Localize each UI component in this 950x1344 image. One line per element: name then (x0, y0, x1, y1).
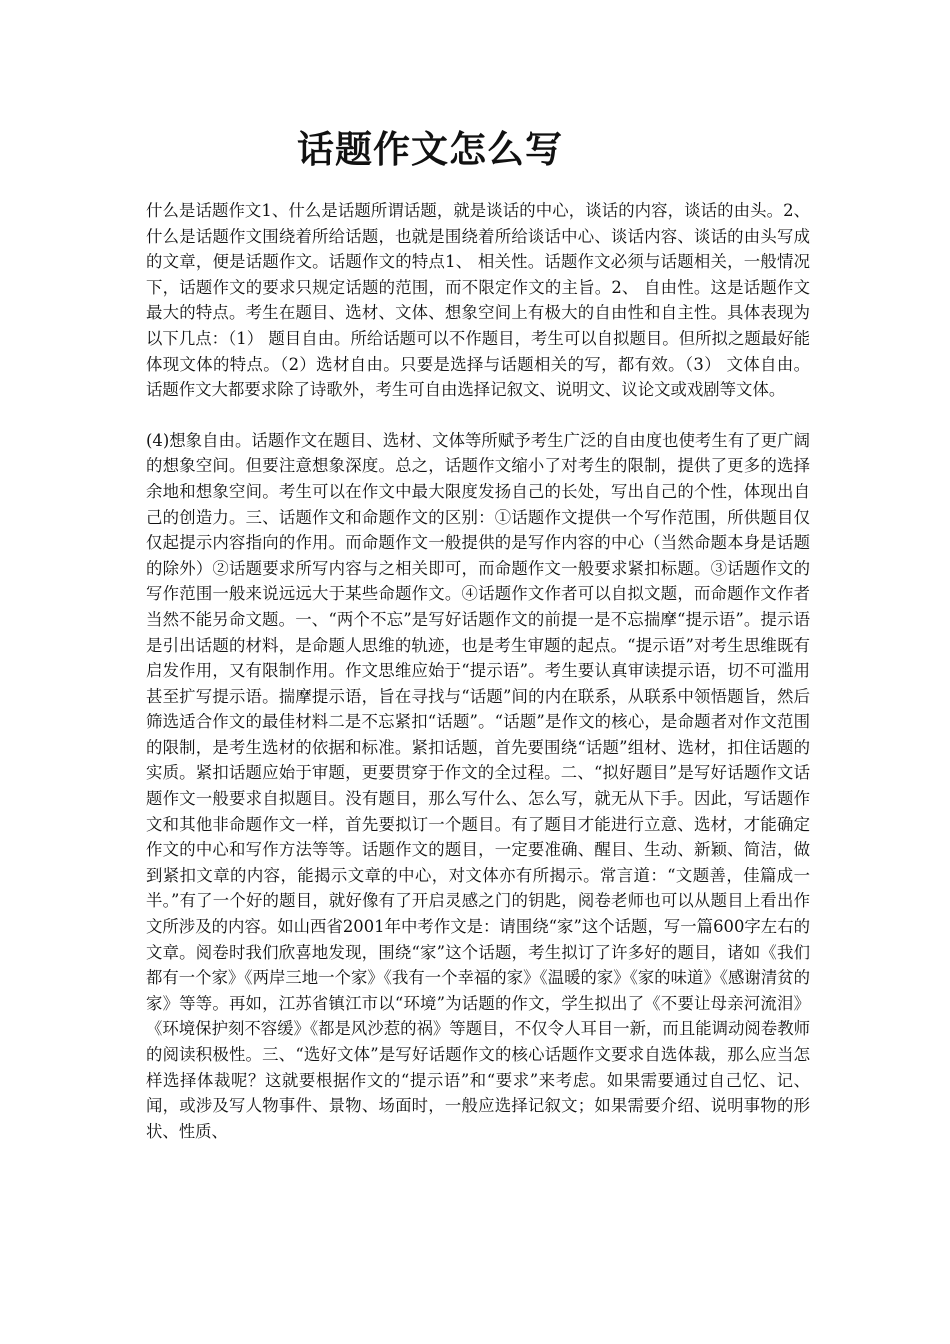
paragraph-1: 什么是话题作文1、什么是话题所谓话题，就是谈话的中心，谈话的内容，谈话的由头。2、什么是话题作文围绕着所给话题，也就是围绕着所给谈话中心、谈话内容、谈话的由头写成的文章，便是话题作文。话题作文的特点1、 相关性。话题作文必须与话题相关，一般情况下，话题作文的要求只规定话题的范围，而不限定作文的主旨。2、 自由性。这是话题作文最大的特点。考生在题目、选材、文体、想象空间上有极大的自由性和自主性。具体表现为以下几点：（1） 题目自由。所给话题可以不作题目，考生可以自拟题目。但所拟之题最好能体现文体的特点。（2）选材自由。只要是选择与话题相关的写，都有效。（3） 文体自由。话题作文大都要求除了诗歌外，考生可自由选择记叙文、说明文、议论文或戏剧等文体。 (146, 201, 810, 400)
document-body (146, 198, 810, 1144)
document-title: 话题作文怎么写 (297, 128, 563, 171)
paragraph-2: (4)想象自由。话题作文在题目、选材、文体等所赋予考生广泛的自由度也使考生有了更广阔的想象空间。但要注意想象深度。总之，话题作文缩小了对考生的限制，提供了更多的选择余地和想象空间。考生可以在作文中最大限度发扬自己的长处，写出自己的个性，体现出自己的创造力。三、话题作文和命题作文的区别：①话题作文提供一个写作范围，所供题目仅仅起提示内容指向的作用。而命题作文一般提供的是写作内容的中心（当然命题本身是话题的除外）②话题要求所写内容与之相关即可，而命题作文一般要求紧扣标题。③话题作文的写作范围一般来说远远大于某些命题作文。④话题作文作者可以自拟文题，而命题作文作者当然不能另命文题。一、“两个不忘”是写好话题作文的前提一是不忘揣摩“提示语”。提示语是引出话题的材料，是命题人思维的轨迹，也是考生审题的起点。“提示语”对考生思维既有启发作用，又有限制作用。作文思维应始于“提示语”。考生要认真审读提示语，切不可滥用甚至扩写提示语。揣摩提示语，旨在寻找与“话题”间的内在联系，从联系中领悟题旨，然后筛选适合作文的最佳材料二是不忘紧扣“话题”。“话题”是作文的核心，是命题者对作文范围的限制，是考生选材的依据和标准。紧扣话题，首先要围绕“话题”组材、选材，扣住话题的实质。紧扣话题应始于审题，更要贯穿于作文的全过程。二、“拟好题目”是写好话题作文话题作文一般要求自拟题目。没有题目，那么写什么、怎么写，就无从下手。因此，写话题作文和其他非命题作文一样，首先要拟订一个题目。有了题目才能进行立意、选材，才能确定作文的中心和写作方法等等。话题作文的题目，一定要准确、醒目、生动、新颖、简洁，做到紧扣文章的内容，能揭示文章的中心，对文体亦有所揭示。常言道：“文题善，佳篇成一半。”有了一个好的题目，就好像有了开启灵感之门的钥匙，阅卷老师也可以从题目上看出作文所涉及的内容。如山西省2001年中考作文是：请围绕“家”这个话题，写一篇600字左右的文章。阅卷时我们欣喜地发现，围绕“家”这个话题，考生拟订了许多好的题目，诸如《我们都有一个家》《两岸三地一个家》《我有一个幸福的家》《温暖的家》《家的味道》《感谢清贫的家》等等。再如，江苏省镇江市以“环境”为话题的作文，学生拟出了《不要让母亲河流泪》《环境保护刻不容缓》《都是风沙惹的祸》等题目，不仅令人耳目一新，而且能调动阅卷教师的阅读积极性。三、“选好文体”是写好话题作文的核心话题作文要求自选体裁，那么应当怎样选择体裁呢？这就要根据作文的“提示语”和“要求”来考虑。如果需要通过自己忆、记、闻，或涉及写人物事件、景物、场面时，一般应选择记叙文；如果需要介绍、说明事物的形状、性质、 (146, 430, 810, 1141)
